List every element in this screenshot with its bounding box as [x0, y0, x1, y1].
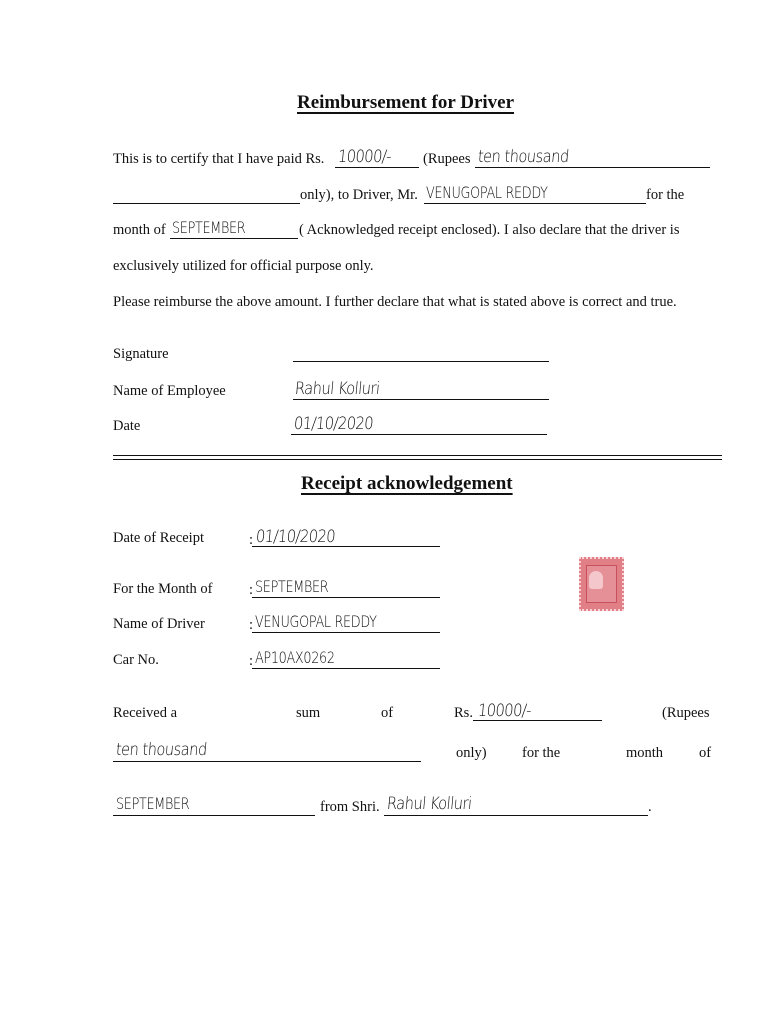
only-text: only) — [456, 745, 487, 761]
from-shri-text: from Shri. — [320, 799, 380, 815]
end-dot: . — [648, 799, 652, 815]
date-of-receipt-label: Date of Receipt — [113, 530, 204, 546]
from-name-handwritten: Rahul Kolluri — [386, 794, 473, 814]
signature-label: Signature — [113, 346, 169, 362]
employee-label: Name of Employee — [113, 383, 226, 399]
driver-name-handwritten: VENUGOPAL REDDY — [426, 183, 548, 202]
for-month-line — [252, 597, 440, 598]
please-reimburse-text: Please reimburse the above amount. I further declare that what is stated above is correct and true. — [113, 294, 677, 310]
only-to-driver-text: only), to Driver, Mr. — [300, 187, 418, 203]
colon: : — [249, 532, 254, 548]
for-the-text: for the — [646, 187, 685, 203]
signature-line — [293, 361, 549, 362]
for-month-handwritten: SEPTEMBER — [255, 577, 329, 596]
acknowledged-text: ( Acknowledged receipt enclosed). I also declare that the driver is — [299, 222, 680, 238]
for-the-text: for the — [522, 745, 561, 761]
amount-handwritten: 10000/- — [337, 147, 392, 167]
blank-line — [113, 203, 300, 204]
received-a-text: Received a — [113, 705, 178, 721]
rs-text: Rs. — [454, 705, 473, 721]
car-handwritten: AP10AX0262 — [255, 648, 335, 667]
amount-words-handwritten: ten thousand — [477, 147, 570, 167]
section-divider — [113, 455, 722, 460]
receipt-words-line — [113, 761, 421, 762]
amount-line — [335, 167, 419, 168]
date-handwritten: 01/10/2020 — [293, 414, 374, 434]
date-line — [291, 434, 547, 435]
colon: : — [249, 617, 254, 633]
date-label: Date — [113, 418, 141, 434]
employee-name-handwritten: Rahul Kolluri — [294, 379, 381, 399]
receipt-month-line — [113, 815, 315, 816]
month-text: month — [626, 745, 664, 761]
receipt-month-handwritten: SEPTEMBER — [116, 794, 190, 813]
employee-line — [293, 399, 549, 400]
amount-words-line — [475, 167, 710, 168]
month-handwritten: SEPTEMBER — [172, 218, 246, 237]
certify-text: This is to certify that I have paid Rs. — [113, 151, 325, 167]
colon: : — [249, 653, 254, 669]
car-line — [252, 668, 440, 669]
driver-handwritten: VENUGOPAL REDDY — [255, 612, 377, 631]
month-of-text: month of — [113, 222, 166, 238]
driver-label: Name of Driver — [113, 616, 205, 632]
car-label: Car No. — [113, 652, 159, 668]
exclusively-text: exclusively utilized for official purpose only. — [113, 258, 374, 274]
revenue-stamp-icon — [579, 557, 624, 611]
from-name-line — [384, 815, 648, 816]
driver-line — [252, 632, 440, 633]
driver-name-line — [424, 203, 646, 204]
reimbursement-title: Reimbursement for Driver — [297, 92, 515, 113]
receipt-words-handwritten: ten thousand — [115, 740, 208, 760]
of-text-2: of — [699, 745, 712, 761]
of-text: of — [381, 705, 394, 721]
receipt-title: Receipt acknowledgement — [301, 473, 513, 494]
sum-text: sum — [296, 705, 321, 721]
rupees-text: (Rupees — [662, 705, 710, 721]
colon: : — [249, 582, 254, 598]
month-line — [170, 238, 298, 239]
date-of-receipt-handwritten: 01/10/2020 — [255, 527, 336, 547]
receipt-amount-handwritten: 10000/- — [477, 701, 532, 721]
for-month-label: For the Month of — [113, 581, 213, 597]
rupees-label: (Rupees — [423, 151, 471, 167]
